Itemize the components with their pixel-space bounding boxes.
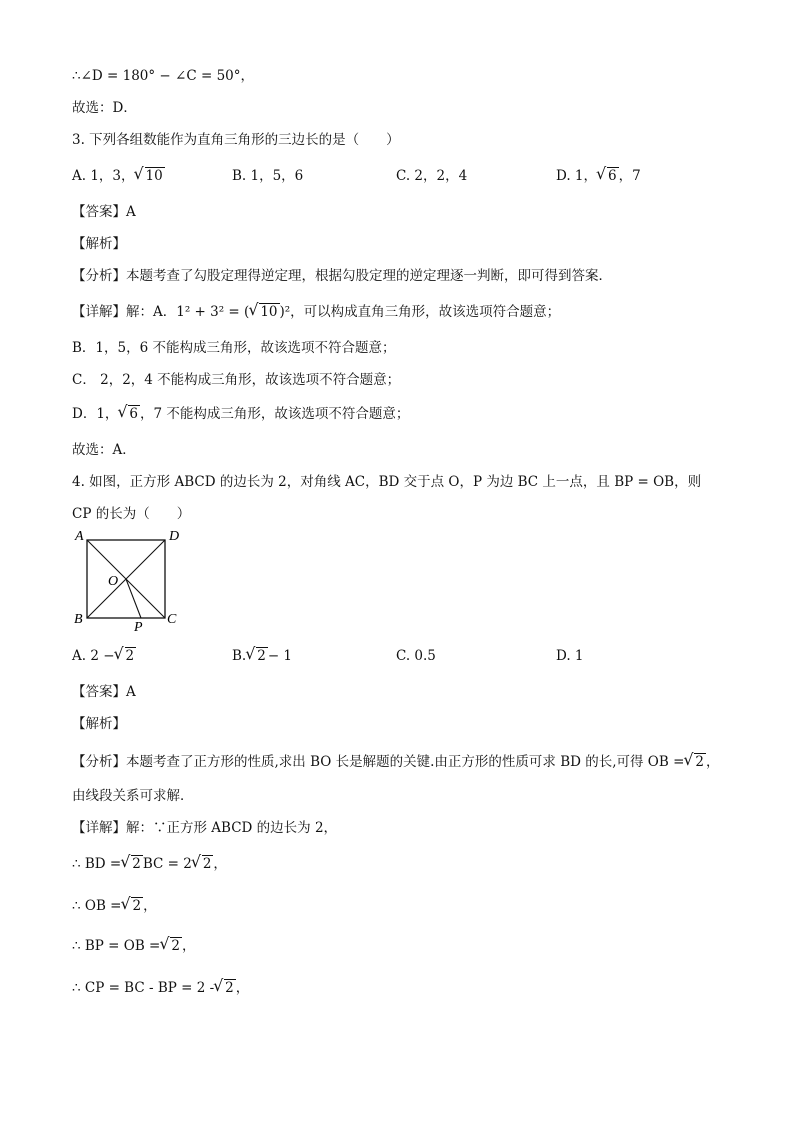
q4-option-d: D. 1 (556, 648, 584, 664)
label-a: A (75, 529, 84, 544)
detail-text: D．1， (72, 406, 119, 422)
detail-3 (72, 302, 560, 322)
answer-4: 【答案】A (72, 684, 136, 700)
detail-3-d (72, 404, 409, 424)
step-text: ∴ OB = (72, 898, 122, 914)
label-o: O (108, 574, 119, 589)
analysis-text: ， (706, 754, 720, 770)
analysis-4-cont: 由线段关系可求解． (72, 788, 194, 804)
q3-option-d (556, 166, 641, 186)
segment-op (126, 579, 141, 618)
sqrt-expression: √ 2 (224, 979, 236, 996)
detail-text: ，7 不能构成三角形，故该选项不符合题意； (140, 406, 410, 422)
label-c: C (167, 612, 177, 627)
sqrt-expression: √ 2 (694, 753, 706, 770)
answer-3: 【答案】A (72, 204, 136, 220)
question-4-cont: CP 的长为（ ） (72, 506, 191, 522)
detail-3-c: C． 2，2，4 不能构成三角形，故该选项不符合题意； (72, 372, 401, 388)
sqrt-expression: √ 2 (256, 647, 268, 664)
step-text: ∴ BD = (72, 856, 122, 872)
sqrt-expression: √ 6 (128, 405, 140, 422)
step-text: ， (213, 856, 227, 872)
q3-option-a (72, 166, 165, 186)
q3-option-b: B. 1，5，6 (232, 168, 304, 184)
step-text: ， (235, 980, 250, 996)
question-3: 3. 下列各组数能作为直角三角形的三边长的是（ ） (72, 132, 400, 148)
sqrt-expression: √ 2 (202, 855, 214, 872)
step-text: BC = 2 (142, 856, 192, 872)
q3-option-c: C. 2，2，4 (396, 168, 468, 184)
q4-option-b (232, 646, 292, 666)
sqrt-expression: √ 10 (259, 303, 279, 320)
sqrt-expression: √ 10 (145, 167, 165, 184)
sqrt-expression: √ 6 (607, 167, 619, 184)
analysis-text: 【分析】本题考查了正方形的性质,求出 BO 长是解题的关键.由正方形的性质可求 BD 的长,可得 OB = (72, 754, 685, 770)
q4-option-c: C. 0.5 (396, 648, 436, 664)
step-2 (72, 896, 157, 916)
sqrt-expression: √ 2 (125, 647, 137, 664)
detail-3-b: B．1，5，6 不能构成三角形，故该选项不符合题意； (72, 340, 396, 356)
text-line: ∴∠D = 180° − ∠C = 50°， (72, 68, 254, 84)
step-text: ∴ CP = BC - BP = 2 - (72, 980, 215, 996)
label-p: P (134, 620, 143, 634)
step-1 (72, 854, 227, 874)
sqrt-expression: √ 2 (131, 897, 143, 914)
option-text: D. 1， (556, 168, 598, 184)
step-text: ∴ BP = OB = (72, 938, 161, 954)
step-text: ， (181, 938, 196, 954)
step-3 (72, 936, 195, 956)
analysis-4 (72, 752, 720, 772)
label-d: D (169, 529, 180, 544)
analysis-3: 【分析】本题考查了勾股定理得逆定理，根据勾股定理的逆定理逐一判断，即可得到答案． (72, 268, 612, 284)
detail-text: 【详解】解：A．1² + 3² = ( (72, 304, 250, 320)
option-text: ，7 (618, 168, 641, 184)
step-4 (72, 978, 249, 998)
option-text: A. 1，3， (72, 168, 135, 184)
square-figure (72, 528, 192, 634)
choice-3: 故选：A． (72, 442, 136, 458)
text-line: 故选：D． (72, 100, 137, 116)
option-text: B. (232, 648, 247, 664)
option-text: A. 2 − (72, 648, 115, 664)
detail-text: )²，可以构成直角三角形，故该选项符合题意； (279, 304, 561, 320)
analysis-heading-3: 【解析】 (72, 236, 126, 252)
detail-4: 【详解】解：∵正方形 ABCD 的边长为 2， (72, 820, 338, 836)
analysis-heading-4: 【解析】 (72, 716, 126, 732)
sqrt-expression: √ 2 (131, 855, 143, 872)
sqrt-expression: √ 2 (170, 937, 182, 954)
label-b: B (74, 612, 83, 627)
q4-option-a (72, 646, 136, 666)
option-text: − 1 (267, 648, 293, 664)
step-text: ， (143, 898, 157, 914)
question-4: 4. 如图，正方形 ABCD 的边长为 2，对角线 AC，BD 交于点 O，P 为边 BC 上一点，且 BP = OB，则 (72, 474, 702, 490)
